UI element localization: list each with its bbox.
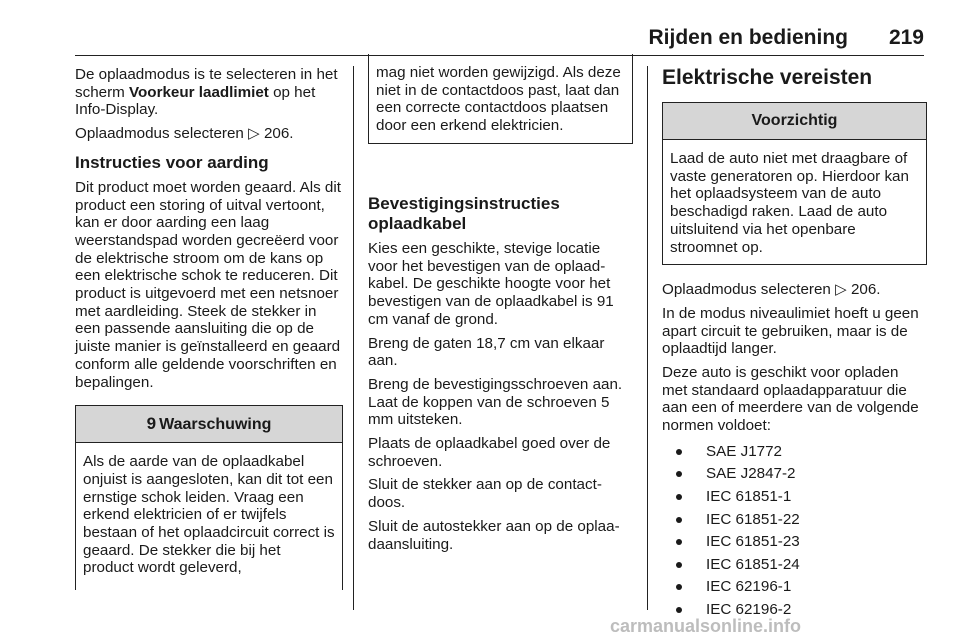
watermark: carmanualsonline.info: [610, 616, 802, 636]
page-header: [75, 26, 924, 56]
warning-continued-box: [368, 54, 633, 144]
standards-list: [662, 441, 927, 622]
select-ref: Oplaadmodus selecteren ▷ 206.: [75, 125, 294, 143]
list-item: IEC 61851-24: [662, 554, 927, 577]
list-item: SAE J2847-2: [662, 463, 927, 486]
list-item: IEC 61851-1: [662, 486, 927, 509]
standards-intro: Deze auto is geschikt voor opladen met standaard oplaadapparatuur die aan een of meerdere van de volgende normen voldoet:: [662, 364, 919, 435]
mount-paragraph-6: Sluit de autostekker aan op de oplaadaansluiting.: [368, 517, 620, 553]
level-limit-text: In de modus niveaulimiet hoeft u geen apart circuit te gebruiken, maar is de oplaadtijd langer.: [662, 304, 919, 358]
mount-paragraph-5: Sluit de stekker aan op de contactdoos.: [368, 476, 602, 512]
warning-icon: 9: [146, 414, 157, 434]
caution-body: Laad de auto niet met draagbare of vaste generatoren op. Hierdoor kan het oplaadsysteem van de auto beschadigd raken. Laad de auto uitsluitend via het openbare stroomnet op.: [670, 150, 909, 256]
column-divider-left: [353, 66, 354, 610]
warning-body: Als de aarde van de oplaadkabel onjuist is aangesloten, kan dit tot een ernstige schok leiden. Vraag een erkend elektricien of er twijfels bestaan of het oplaadcircuit correct is geaard. De stekker die bij het product wordt geleverd,: [83, 453, 335, 577]
mount-paragraph-2: Breng de gaten 18,7 cm van elkaar aan.: [368, 334, 605, 370]
warning-continued-text: mag niet worden gewijzigd. Als deze niet in de contactdoos past, laat dan een correcte contactdoos plaatsen door een erkend elektricien.: [376, 64, 621, 135]
intro-text-1: De oplaadmodus is te selecteren in het scherm: [75, 66, 338, 101]
column-left: [75, 66, 343, 590]
mount-paragraph-1: Kies een geschikte, stevige locatie voor het bevestigen van de oplaadkabel. De geschikte hoogte voor het bevestigen van de oplaadkabel is 91 cm vanaf de grond.: [368, 240, 614, 328]
mount-paragraph-4: Plaats de oplaadkabel goed over de schroeven.: [368, 435, 611, 470]
warning-header: [76, 406, 342, 443]
list-item: IEC 61851-22: [662, 509, 927, 532]
mount-heading: Bevestigingsinstructies oplaadkabel: [368, 194, 560, 233]
list-item: SAE J1772: [662, 441, 927, 464]
mount-paragraph-3: Breng de bevestigingsschroeven aan. Laat de koppen van de schroeven 5 mm uitsteken.: [368, 375, 623, 429]
grounding-heading: Instructies voor aarding: [75, 152, 269, 172]
intro-text-3: op het Info-Display.: [75, 83, 316, 119]
section-title: Rijden en bediening: [648, 26, 848, 49]
list-item: IEC 62196-2: [662, 599, 927, 622]
caution-header: Voorzichtig: [663, 103, 926, 140]
select-ref-right: Oplaadmodus selecteren ▷ 206.: [662, 281, 881, 299]
grounding-text: Dit product moet worden geaard. Als dit product een storing of uitval vertoont, kan er door aarding een laag weerstandspad worden gecreëerd voor de elektrische stroom om de kans op een elektrische schok te reduceren. Dit product is uitgevoerd met een netsnoer met aardleiding. Steek de stekker in een passende aansluiting die op de juiste manier is geïnstalleerd en geaard conform alle geldende voorschriften en bepalingen.: [75, 178, 341, 391]
column-right: [662, 66, 927, 622]
setting-name: Voorkeur laadlimiet: [129, 83, 269, 101]
warning-title: Waarschuwing: [159, 416, 272, 434]
electrical-heading: Elektrische vereisten: [662, 66, 873, 89]
column-divider-right: [647, 66, 648, 610]
list-item: IEC 62196-1: [662, 576, 927, 599]
list-item: IEC 61851-23: [662, 531, 927, 554]
caution-box: [662, 102, 927, 265]
intro-paragraph: [75, 66, 343, 119]
page-number: 219: [888, 26, 924, 49]
warning-box: [75, 405, 343, 590]
column-middle: [368, 66, 633, 559]
